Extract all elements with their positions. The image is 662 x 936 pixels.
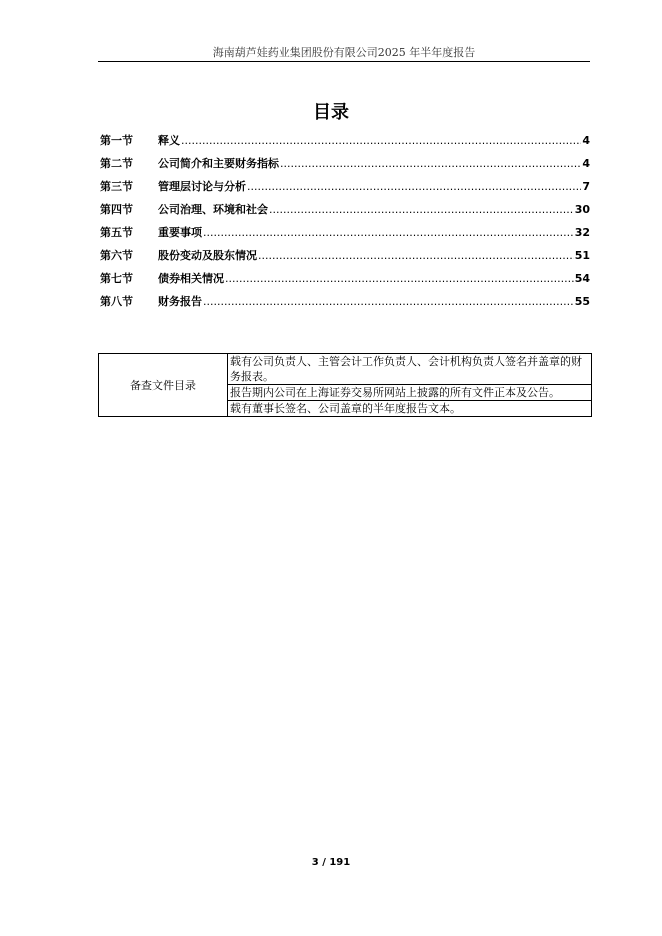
- reference-documents-table: [98, 353, 592, 417]
- toc-section-title: 公司简介和主要财务指标: [158, 157, 279, 170]
- toc-leader-dots: [203, 295, 574, 308]
- toc-leader-dots: [258, 249, 574, 262]
- toc-section-number: 第七节: [100, 272, 133, 285]
- toc-entry[interactable]: [100, 247, 590, 270]
- toc-entry[interactable]: [100, 201, 590, 224]
- toc-leader-dots: [203, 226, 574, 239]
- toc-section-title: 公司治理、环境和社会: [158, 203, 268, 216]
- table-row: [99, 354, 592, 385]
- toc-section-number: 第二节: [100, 157, 133, 170]
- toc-page-number: 54: [574, 272, 590, 285]
- toc-section-title: 股份变动及股东情况: [158, 249, 257, 262]
- reference-document-item: 载有公司负责人、主管会计工作负责人、会计机构负责人签名并盖章的财务报表。: [228, 354, 592, 385]
- toc-page-number: 30: [574, 203, 590, 216]
- header-divider: [98, 61, 590, 62]
- running-header: 海南葫芦娃药业集团股份有限公司2025 年半年度报告: [212, 46, 476, 59]
- toc-entry[interactable]: [100, 270, 590, 293]
- page-number: 3 / 191: [311, 857, 351, 868]
- toc-section-number: 第三节: [100, 180, 133, 193]
- toc-leader-dots: [247, 180, 581, 193]
- toc-page-number: 32: [574, 226, 590, 239]
- toc-section-number: 第六节: [100, 249, 133, 262]
- toc-section-number: 第一节: [100, 134, 133, 147]
- toc-entry[interactable]: [100, 178, 590, 201]
- reference-documents-label: 备查文件目录: [99, 354, 228, 417]
- toc-page-number: 55: [574, 295, 590, 308]
- toc-leader-dots: [181, 134, 581, 147]
- toc-page-number: 7: [582, 180, 590, 193]
- toc-section-number: 第五节: [100, 226, 133, 239]
- toc-section-title: 财务报告: [158, 295, 202, 308]
- toc-entry[interactable]: [100, 293, 590, 316]
- toc-page-number: 51: [574, 249, 590, 262]
- toc-section-number: 第四节: [100, 203, 133, 216]
- reference-document-item: 载有董事长签名、公司盖章的半年度报告文本。: [228, 401, 592, 417]
- toc-section-title: 重要事项: [158, 226, 202, 239]
- toc-entry[interactable]: [100, 224, 590, 247]
- toc-leader-dots: [280, 157, 581, 170]
- toc-entry[interactable]: [100, 132, 590, 155]
- toc-section-title: 债券相关情况: [158, 272, 224, 285]
- toc-page-number: 4: [582, 134, 590, 147]
- toc-section-title: 释义: [158, 134, 180, 147]
- reference-document-item: 报告期内公司在上海证券交易所网站上披露的所有文件正本及公告。: [228, 385, 592, 401]
- toc-page-number: 4: [582, 157, 590, 170]
- toc-leader-dots: [225, 272, 574, 285]
- toc-leader-dots: [269, 203, 574, 216]
- toc-title: 目录: [313, 102, 349, 123]
- toc-section-title: 管理层讨论与分析: [158, 180, 246, 193]
- table-of-contents: [100, 132, 590, 316]
- toc-section-number: 第八节: [100, 295, 133, 308]
- toc-entry[interactable]: [100, 155, 590, 178]
